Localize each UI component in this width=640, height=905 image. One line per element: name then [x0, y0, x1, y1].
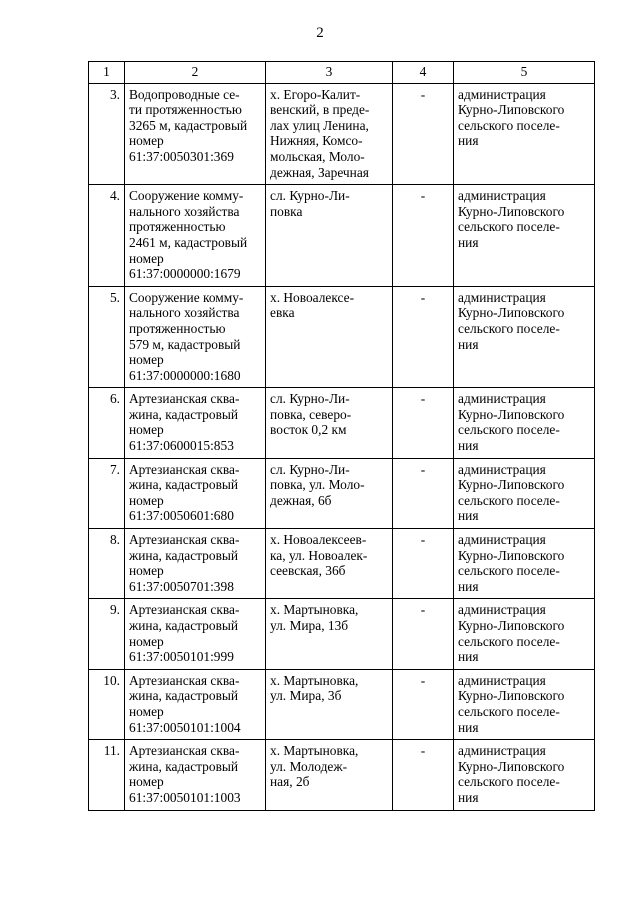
column-header-1: 1: [89, 62, 125, 84]
row-number-cell: 9.: [89, 599, 125, 669]
owner-cell: администрация Курно-Липовского сельского поселе- ния: [454, 669, 595, 739]
location-cell: х. Новоалексеев- ка, ул. Новоалек- сеевская, 36б: [266, 529, 393, 599]
owner-cell: администрация Курно-Липовского сельского поселе- ния: [454, 458, 595, 528]
row-number-cell: 6.: [89, 388, 125, 458]
location-cell: х. Новоалексе- евка: [266, 286, 393, 388]
table-row: [89, 458, 595, 528]
column-header-4: 4: [393, 62, 454, 84]
column-4-cell: -: [393, 669, 454, 739]
column-header-5: 5: [454, 62, 595, 84]
location-cell: сл. Курно-Ли- повка: [266, 185, 393, 287]
column-4-cell: -: [393, 185, 454, 287]
object-name-cell: Артезианская сква- жина, кадастровый номер 61:37:0050101:999: [125, 599, 266, 669]
column-4-cell: -: [393, 740, 454, 810]
location-cell: сл. Курно-Ли- повка, ул. Моло- дежная, 6б: [266, 458, 393, 528]
table-row: [89, 669, 595, 739]
table-row: [89, 740, 595, 810]
owner-cell: администрация Курно-Липовского сельского поселе- ния: [454, 286, 595, 388]
row-number-cell: 3.: [89, 83, 125, 185]
object-name-cell: Артезианская сква- жина, кадастровый номер 61:37:0050601:680: [125, 458, 266, 528]
object-name-cell: Сооружение комму- нального хозяйства протяженностью 2461 м, кадастровый номер 61:37:0000000:1679: [125, 185, 266, 287]
object-name-cell: Артезианская сква- жина, кадастровый номер 61:37:0600015:853: [125, 388, 266, 458]
object-name-cell: Артезианская сква- жина, кадастровый номер 61:37:0050101:1004: [125, 669, 266, 739]
page-number: 2: [316, 25, 324, 41]
owner-cell: администрация Курно-Липовского сельского поселе- ния: [454, 740, 595, 810]
column-header-2: 2: [125, 62, 266, 84]
owner-cell: администрация Курно-Липовского сельского поселе- ния: [454, 529, 595, 599]
row-number-cell: 5.: [89, 286, 125, 388]
table-row: [89, 388, 595, 458]
property-table: [88, 61, 595, 811]
column-4-cell: -: [393, 529, 454, 599]
location-cell: сл. Курно-Ли- повка, северо- восток 0,2 км: [266, 388, 393, 458]
row-number-cell: 8.: [89, 529, 125, 599]
table-row: [89, 83, 595, 185]
owner-cell: администрация Курно-Липовского сельского поселе- ния: [454, 388, 595, 458]
location-cell: х. Мартыновка, ул. Мира, 3б: [266, 669, 393, 739]
column-4-cell: -: [393, 599, 454, 669]
row-number-cell: 10.: [89, 669, 125, 739]
column-4-cell: -: [393, 458, 454, 528]
table-row: [89, 286, 595, 388]
location-cell: х. Мартыновка, ул. Молодеж- ная, 2б: [266, 740, 393, 810]
column-4-cell: -: [393, 388, 454, 458]
object-name-cell: Артезианская сква- жина, кадастровый номер 61:37:0050101:1003: [125, 740, 266, 810]
object-name-cell: Водопроводные се- ти протяженностью 3265 м, кадастровый номер 61:37:0050301:369: [125, 83, 266, 185]
header-row: [89, 62, 595, 84]
row-number-cell: 11.: [89, 740, 125, 810]
table-row: [89, 599, 595, 669]
owner-cell: администрация Курно-Липовского сельского поселе- ния: [454, 185, 595, 287]
object-name-cell: Сооружение комму- нального хозяйства протяженностью 579 м, кадастровый номер 61:37:0000000:1680: [125, 286, 266, 388]
column-4-cell: -: [393, 83, 454, 185]
location-cell: х. Егоро-Калит- венский, в преде- лах улиц Ленина, Нижняя, Комсо- мольская, Моло- дежная, Заречная: [266, 83, 393, 185]
table-row: [89, 185, 595, 287]
column-header-3: 3: [266, 62, 393, 84]
row-number-cell: 7.: [89, 458, 125, 528]
row-number-cell: 4.: [89, 185, 125, 287]
table-row: [89, 529, 595, 599]
object-name-cell: Артезианская сква- жина, кадастровый номер 61:37:0050701:398: [125, 529, 266, 599]
column-4-cell: -: [393, 286, 454, 388]
owner-cell: администрация Курно-Липовского сельского поселе- ния: [454, 599, 595, 669]
location-cell: х. Мартыновка, ул. Мира, 13б: [266, 599, 393, 669]
owner-cell: администрация Курно-Липовского сельского поселе- ния: [454, 83, 595, 185]
